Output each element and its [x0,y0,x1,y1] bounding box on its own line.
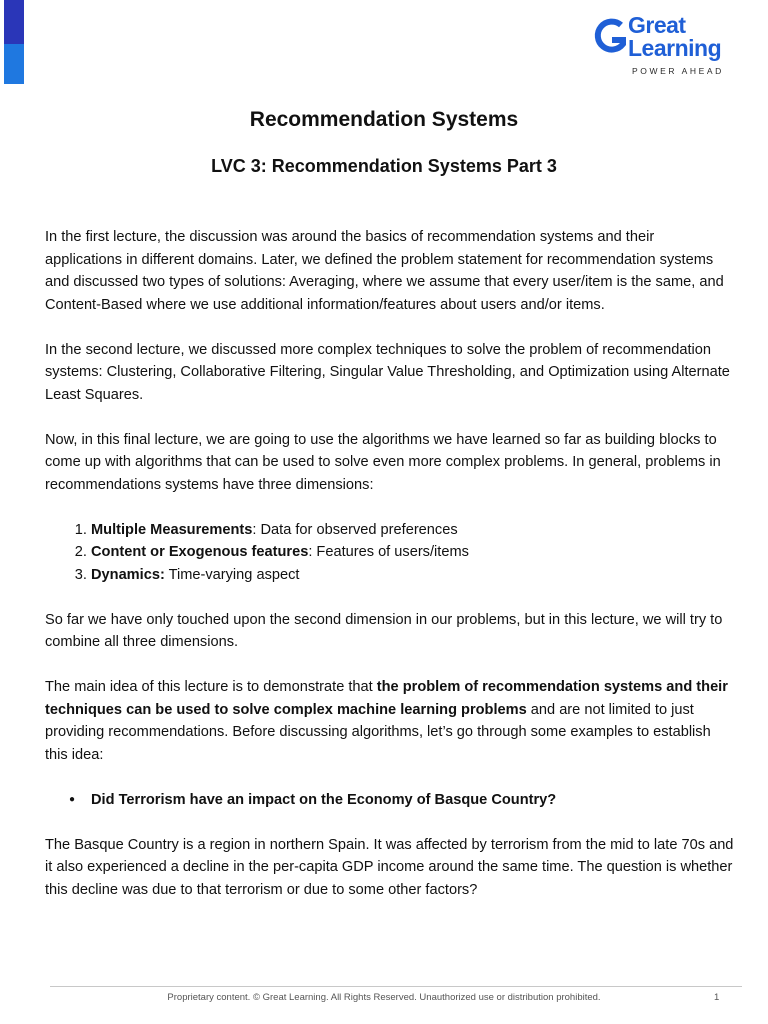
paragraph-so-far: So far we have only touched upon the second dimension in our problems, but in this lecture, we will try to combine all three dimensions. [45,611,723,650]
g-logo-icon [594,16,628,60]
accent-bar-top [4,0,24,44]
list-item [91,564,735,587]
list-item [91,541,735,564]
paragraph-final-lecture: Now, in this final lecture, we are going to use the algorithms we have learned so far as building blocks to come up with algorithms that can be used to solve even more complex problems. In general, problems in recommendations systems have three dimensions: [45,431,721,493]
accent-bar-bottom [4,44,24,84]
main-idea-start: The main idea of this lecture is to demonstrate that [45,679,377,695]
document-title: Recommendation Systems [249,108,519,131]
paragraph-basque-country: The Basque Country is a region in northern Spain. It was affected by terrorism from the mid to late 70s and it also experienced a decline in the per-capita GDP income around the same time. The question is whether this decline was due to that terrorism or due to some other factors? [45,836,734,898]
dimensions-list [45,519,735,587]
dimension-term: Dynamics: [91,566,165,583]
example-question-list [45,789,735,812]
document-body [45,226,735,924]
page-number: 1 [714,992,720,1003]
footer-divider [50,986,742,987]
dimension-desc: : Features of users/items [308,544,469,560]
main-idea-bold: the problem of recommendation systems and their techniques can be used to solve complex machine learning problems [45,679,728,718]
paragraph-first-lecture: In the first lecture, the discussion was around the basics of recommendation systems and their applications in different domains. Later, we defined the problem statement for recommendation systems and discussed two types of solutions: Averaging, where we assume that every user/item is the same, and Content-Based where we use additional information/features about users and/or items. [45,229,724,313]
example-question: ● Did Terrorism have an impact on the Economy of Basque Country? [91,789,735,812]
logo-line-1: Great [628,12,686,38]
dimension-desc: Time-varying aspect [164,566,300,583]
paragraph-second-lecture: In the second lecture, we discussed more complex techniques to solve the problem of recommendation systems: Clustering, Collaborative Filtering, Singular Value Thresholding, and Optimization using Alternate Least Squares. [45,341,730,403]
dimension-term: Multiple Measurements [91,521,253,538]
footer-copyright: Proprietary content. © Great Learning. All Rights Reserved. Unauthorized use or distribution prohibited. [167,992,601,1003]
logo-tagline: POWER AHEAD [632,66,724,76]
paragraph-main-idea [45,676,735,766]
dimension-term: Content or Exogenous features [91,544,309,560]
logo-wordmark [628,14,721,60]
dimension-desc: : Data for observed preferences [252,521,458,538]
document-subtitle: LVC 3: Recommendation Systems Part 3 [211,156,557,176]
list-item [91,519,735,542]
accent-bar [4,0,24,84]
logo-line-2: Learning [628,35,722,61]
great-learning-logo [594,14,734,78]
main-idea-end: and are not limited to just providing recommendations. Before discussing algorithms, let’s go through some examples to establish this idea: [45,701,711,763]
